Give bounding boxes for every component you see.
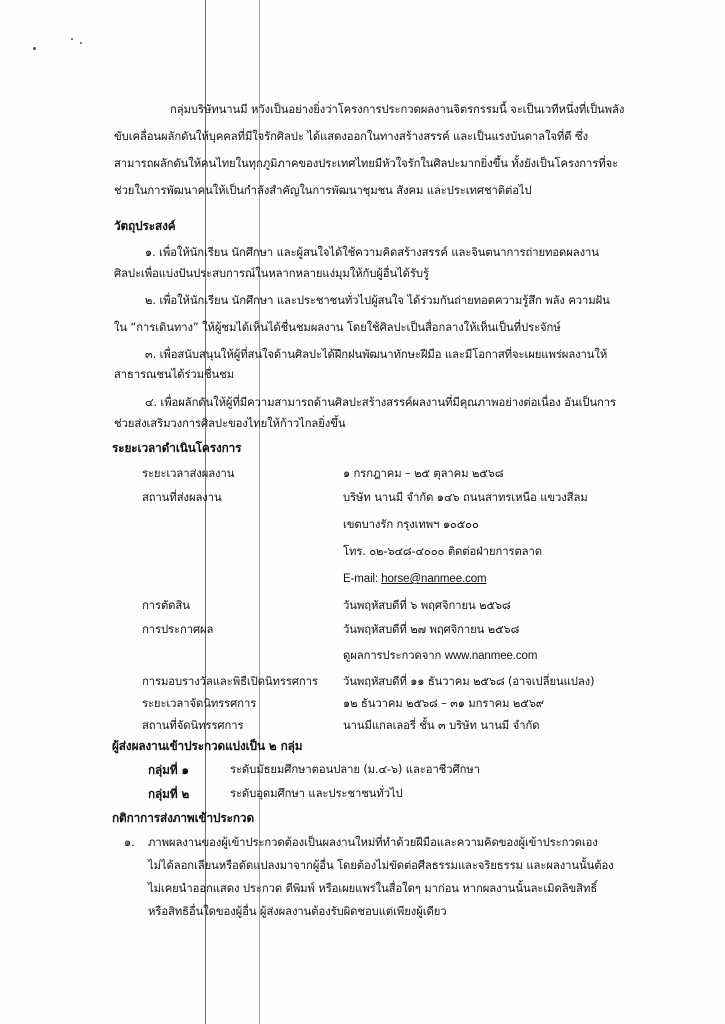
intro-line: สามารถผลักดันให้คนไทยในทุกภูมิภาคของประเทศไทยมีหัวใจรักในศิลปะมากยิ่งขึ้น ทั้งยังเป็นโครงการที่จะ bbox=[114, 157, 619, 170]
exhibit-place-label: สถานที่จัดนิทรรศการ bbox=[142, 719, 244, 732]
rules-heading: กติกาการส่งภาพเข้าประกวด bbox=[112, 811, 255, 825]
group-1-label: กลุ่มที่ ๑ bbox=[148, 763, 189, 777]
objective-line: ๔. เพื่อผลักดันให้ผู้ที่มีความสามารถด้านศิลปะสร้างสรรค์ผลงานที่มีคุณภาพอย่างต่อเนื่อง อันเป็นการ bbox=[145, 396, 616, 409]
objective-line: ๓. เพื่อสนับสนุนให้ผู้ที่สนใจด้านศิลปะได้ฝึกฝนพัฒนาทักษะฝีมือ และมีโอกาสที่จะเผยแพร่ผลงานให้ bbox=[145, 348, 608, 361]
schedule-heading: ระยะเวลาดำเนินโครงการ bbox=[112, 441, 242, 455]
email-link[interactable]: horse@nanmee.com bbox=[381, 573, 487, 585]
objective-line: ศิลปะเพื่อแบ่งปันประสบการณ์ในหลากหลายแง่มุมให้กับผู้อื่นได้รับรู้ bbox=[114, 267, 429, 280]
group-1-value: ระดับมัธยมศึกษาตอนปลาย (ม.๔-๖) และอาชีวศึกษา bbox=[230, 763, 480, 776]
group-2-label: กลุ่มที่ ๒ bbox=[148, 787, 190, 801]
submit-period-value: ๑ กรกฎาคม – ๒๕ ตุลาคม ๒๕๖๘ bbox=[343, 467, 504, 480]
email-line bbox=[343, 571, 487, 587]
intro-line: ช่วยในการพัฒนาคนให้เป็นกำลังสำคัญในการพัฒนาชุมชน สังคม และประเทศชาติต่อไป bbox=[114, 184, 532, 197]
submit-place-label: สถานที่ส่งผลงาน bbox=[142, 491, 222, 504]
address-line-2: เขตบางรัก กรุงเทพฯ ๑๐๕๐๐ bbox=[343, 518, 479, 531]
rule-line: หรือสิทธิอื่นใดของผู้อื่น ผู้ส่งผลงานต้องรับผิดชอบแต่เพียงผู้เดียว bbox=[148, 905, 447, 918]
email-label: E-mail: bbox=[343, 573, 382, 585]
rule-line: ไม่เคยนำออกแสดง ประกวด ตีพิมพ์ หรือเผยแพร่ในสื่อใดๆ มาก่อน หากผลงานนั้นละเมิดลิขสิทธิ์ bbox=[148, 882, 598, 895]
award-label: การมอบรางวัลและพิธีเปิดนิทรรศการ bbox=[142, 675, 318, 688]
scan-speck bbox=[71, 38, 73, 40]
results-line bbox=[343, 648, 537, 664]
scan-speck bbox=[33, 47, 36, 50]
address-line-1: บริษัท นานมี จำกัด ๑๔๖ ถนนสาทรเหนือ แขวงสีลม bbox=[343, 491, 588, 504]
results-url[interactable]: www.nanmee.com bbox=[444, 650, 538, 662]
rule-number: ๑. bbox=[124, 836, 135, 849]
results-prefix: ดูผลการประกวดจาก bbox=[343, 649, 445, 662]
objective-line: ๒. เพื่อให้นักเรียน นักศึกษา และประชาชนทั่วไปผู้สนใจ ได้ร่วมกันถ่ายทอดความรู้สึก พลัง ความฝัน bbox=[145, 294, 610, 307]
announce-value: วันพฤหัสบดีที่ ๒๗ พฤศจิกายน ๒๕๖๘ bbox=[343, 623, 520, 636]
judging-value: วันพฤหัสบดีที่ ๖ พฤศจิกายน ๒๕๖๘ bbox=[343, 599, 511, 612]
announce-label: การประกาศผล bbox=[142, 623, 214, 636]
phone-line: โทร. ๐๒-๖๔๘-๔๐๐๐ ติดต่อฝ่ายการตลาด bbox=[343, 545, 542, 558]
rule-line: ภาพผลงานของผู้เข้าประกวดต้องเป็นผลงานใหม่ที่ทำด้วยฝีมือและความคิดของผู้เข้าประกวดเอง bbox=[148, 836, 598, 849]
rule-line: ไม่ได้ลอกเลียนหรือดัดแปลงมาจากผู้อื่น โดยต้องไม่ขัดต่อศีลธรรมและจริยธรรม และผลงานนั้นต้อง bbox=[148, 859, 614, 872]
exhibit-place-value: นานมีแกลเลอรี่ ชั้น ๓ บริษัท นานมี จำกัด bbox=[343, 719, 540, 732]
objective-line: ๑. เพื่อให้นักเรียน นักศึกษา และผู้สนใจได้ใช้ความคิดสร้างสรรค์ และจินตนาการถ่ายทอดผลงาน bbox=[145, 246, 599, 259]
scan-speck bbox=[80, 42, 82, 44]
objective-line: ใน “การเดินทาง” ให้ผู้ชมได้เห็นได้ชื่นชมผลงาน โดยใช้ศิลปะเป็นสื่อกลางให้เห็นเป็นที่ประจักษ์ bbox=[114, 321, 561, 334]
groups-heading: ผู้ส่งผลงานเข้าประกวดแบ่งเป็น ๒ กลุ่ม bbox=[112, 739, 303, 753]
exhibit-period-value: ๑๒ ธันวาคม ๒๕๖๘ – ๓๑ มกราคม ๒๕๖๙ bbox=[343, 697, 544, 710]
award-value: วันพฤหัสบดีที่ ๑๑ ธันวาคม ๒๕๖๘ (อาจเปลี่ยนแปลง) bbox=[343, 675, 595, 688]
objectives-heading: วัตถุประสงค์ bbox=[114, 219, 176, 233]
intro-line: ขับเคลื่อนผลักดันให้บุคคลที่มีใจรักศิลปะ ได้แสดงออกในทางสร้างสรรค์ และเป็นแรงบันดาลใจที่ดี ซึ่ง bbox=[114, 130, 588, 143]
exhibit-period-label: ระยะเวลาจัดนิทรรศการ bbox=[142, 697, 257, 710]
submit-period-label: ระยะเวลาส่งผลงาน bbox=[142, 467, 235, 480]
judging-label: การตัดสิน bbox=[142, 599, 190, 612]
objective-line: ช่วยส่งเสริมวงการศิลปะของไทยให้ก้าวไกลยิ่งขึ้น bbox=[114, 417, 346, 430]
objective-line: สาธารณชนได้ร่วมชื่นชม bbox=[114, 368, 235, 381]
intro-line: กลุ่มบริษัทนานมี หวังเป็นอย่างยิ่งว่าโครงการประกวดผลงานจิตรกรรมนี้ จะเป็นเวทีหนึ่งที่เป็นพลัง bbox=[170, 103, 625, 116]
group-2-value: ระดับอุดมศึกษา และประชาชนทั่วไป bbox=[230, 787, 403, 800]
